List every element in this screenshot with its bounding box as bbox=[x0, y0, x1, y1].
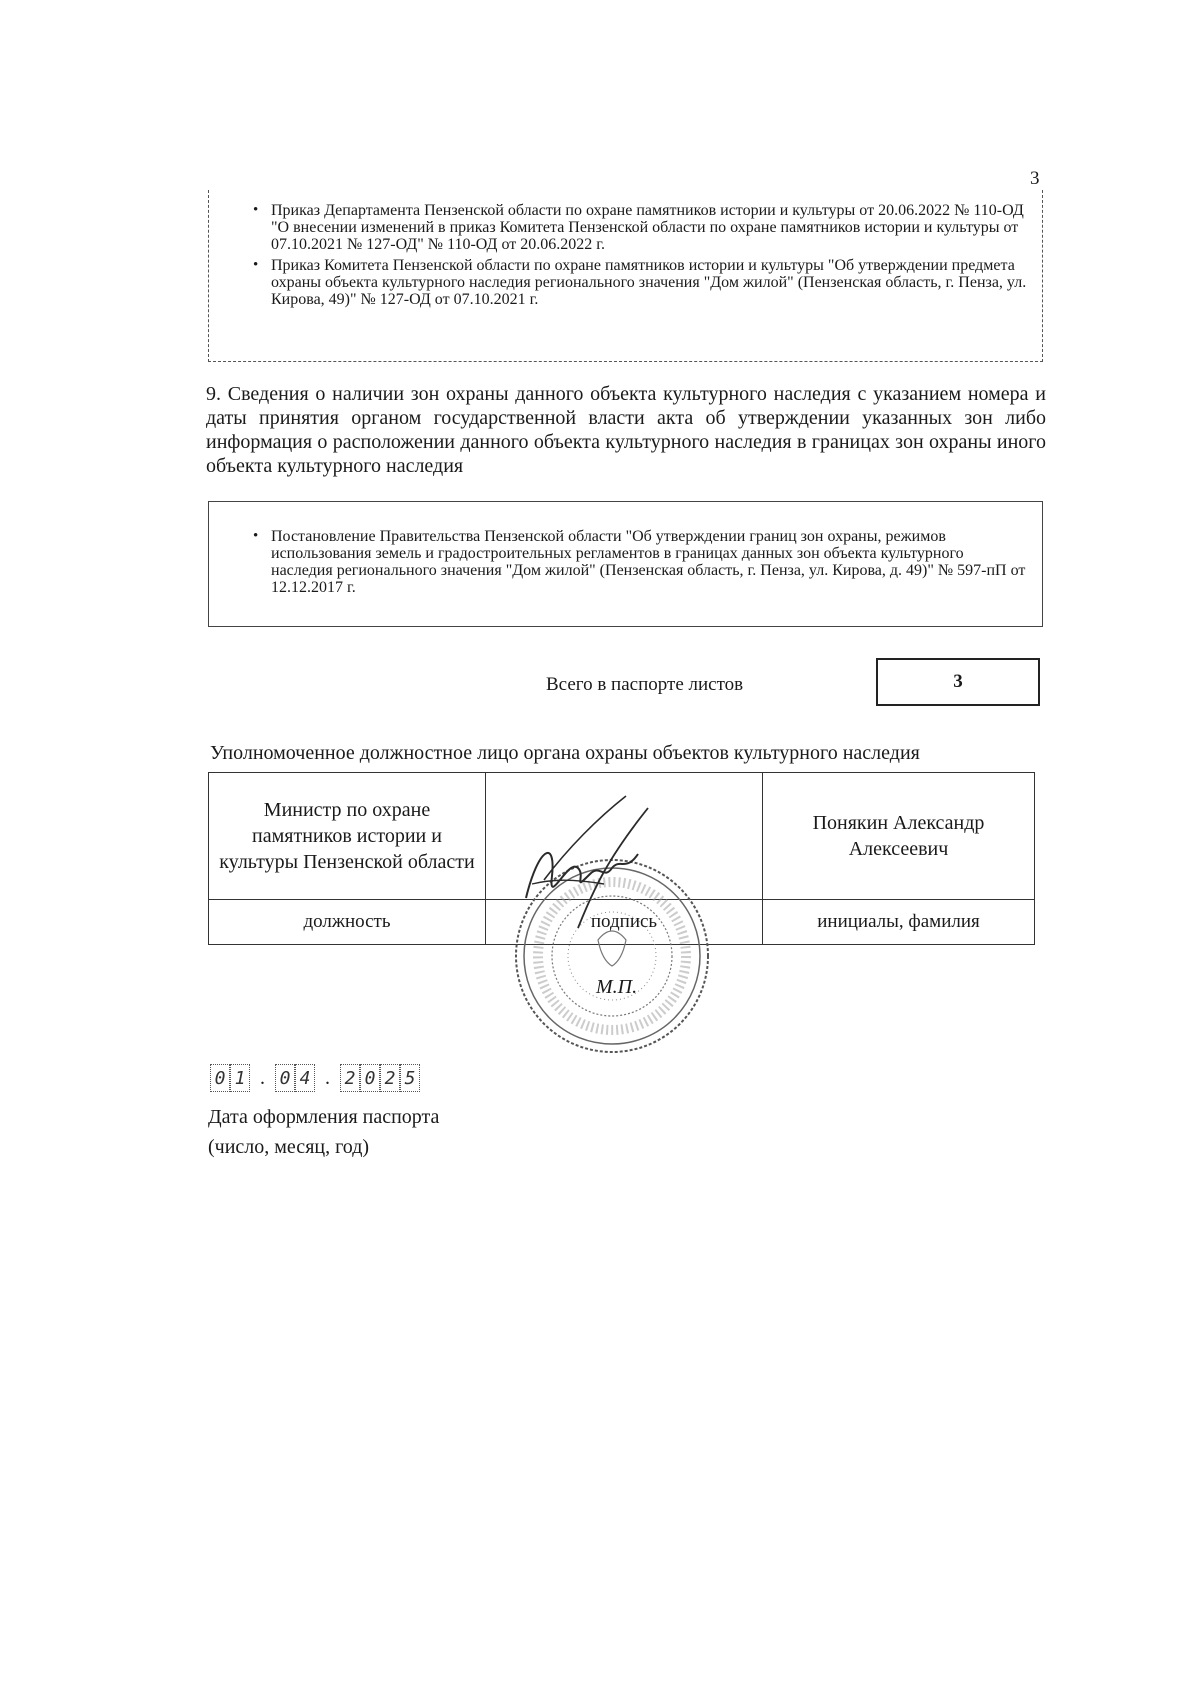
total-sheets-label: Всего в паспорте листов bbox=[546, 674, 744, 695]
legal-acts-list bbox=[209, 190, 1042, 308]
date-separator: . bbox=[260, 1067, 265, 1089]
official-title: Уполномоченное должностное лицо органа охраны объектов культурного наследия bbox=[210, 742, 920, 764]
date-digit: 4 bbox=[295, 1064, 315, 1092]
date-digit: 2 bbox=[380, 1064, 400, 1092]
legal-acts-box bbox=[208, 190, 1043, 362]
date-digit: 0 bbox=[360, 1064, 380, 1092]
protection-zone-act-item: • Постановление Правительства Пензенской области "Об утверждении границ зон охраны, режимов использования земель и градостроительных регламентов в границах данных зон объекта культурного наследия регионального значения "Дом жилой" (Пензенская область, г. Пенза, ул. Кирова, д. 49)" № 597-пП от 12.12.2017 г. bbox=[209, 528, 1042, 596]
handwritten-signature bbox=[508, 788, 658, 938]
official-name: Понякин Александр Алексеевич bbox=[763, 773, 1035, 900]
caption-signature: подпись bbox=[486, 900, 763, 945]
caption-position: должность bbox=[209, 900, 486, 945]
date-year bbox=[340, 1064, 420, 1092]
seal-label: М.П. bbox=[596, 976, 638, 998]
date-digit: 0 bbox=[210, 1064, 230, 1092]
protection-zones-list bbox=[209, 502, 1042, 596]
date-day bbox=[210, 1064, 250, 1092]
date-digit: 5 bbox=[400, 1064, 420, 1092]
page-number: 3 bbox=[1030, 168, 1040, 189]
date-month bbox=[275, 1064, 315, 1092]
date-caption-line: (число, месяц, год) bbox=[208, 1136, 370, 1158]
protection-zones-box bbox=[208, 501, 1043, 627]
date-digit: 2 bbox=[340, 1064, 360, 1092]
date-digit: 1 bbox=[230, 1064, 250, 1092]
official-position: Министр по охране памятников истории и культуры Пензенской области bbox=[209, 773, 486, 900]
date-caption bbox=[208, 1102, 439, 1162]
caption-name: инициалы, фамилия bbox=[763, 900, 1035, 945]
section-9-heading: 9. Сведения о наличии зон охраны данного объекта культурного наследия с указанием номера и даты принятия органом государственной власти акта об утверждении указанных зон либо информация о расположении данного объекта культурного наследия в границах зон охраны иного объекта культурного наследия bbox=[206, 383, 1046, 477]
date-caption-line: Дата оформления паспорта bbox=[208, 1106, 440, 1128]
legal-act-item: • Приказ Департамента Пензенской области по охране памятников истории и культуры от 20.06.2022 № 110-ОД "О внесении изменений в приказ Комитета Пензенской области по охране памятников истории и культуры от 07.10.2021 № 127-ОД" № 110-ОД от 20.06.2022 г. bbox=[209, 202, 1042, 253]
total-sheets-value: 3 bbox=[876, 658, 1040, 706]
date-digit: 0 bbox=[275, 1064, 295, 1092]
date-separator: . bbox=[325, 1067, 330, 1089]
legal-act-item: • Приказ Комитета Пензенской области по охране памятников истории и культуры "Об утверждении предмета охраны объекта культурного наследия регионального значения "Дом жилой" (Пензенская область, г. Пенза, ул. Кирова, 49)" № 127-ОД от 07.10.2021 г. bbox=[209, 257, 1042, 308]
signature-icon bbox=[508, 788, 658, 938]
passport-date bbox=[210, 1064, 420, 1092]
